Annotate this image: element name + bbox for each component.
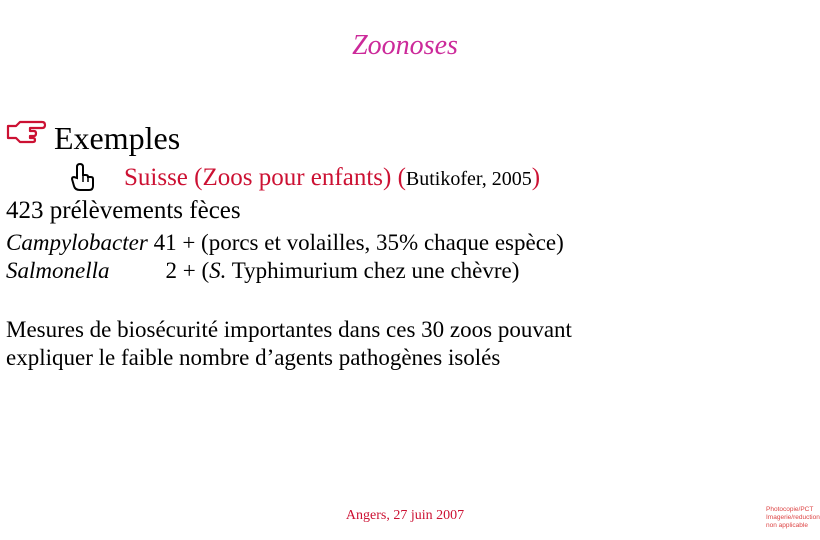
conclusion-line: Mesures de biosécurité importantes dans ces 30 zoos pouvant (6, 317, 572, 342)
pointing-hand-up-icon (70, 162, 96, 192)
serovar-detail: Typhimurium chez une chèvre) (226, 258, 520, 283)
samples-line: 423 prélèvements fèces (6, 197, 241, 224)
section-heading: Exemples (54, 120, 181, 156)
organism-name: Campylobacter (6, 230, 148, 255)
subheading-row (70, 160, 540, 197)
subheading-reference: Butikofer, 2005 (405, 168, 532, 190)
slide-title: Zoonoses (352, 30, 458, 61)
subheading-text: Suisse (Zoos pour enfants) ( (124, 164, 406, 191)
subheading-close: ) (531, 164, 541, 191)
result-campylobacter (6, 228, 564, 258)
organism-name: Salmonella (6, 258, 110, 283)
conclusion-paragraph (6, 316, 572, 372)
stamp-line: non applicable (766, 522, 808, 529)
result-count: 2 + ( (165, 258, 210, 283)
result-detail: 41 + (porcs et volailles, 35% chaque espèce) (147, 230, 564, 255)
pointing-hand-right-icon (6, 118, 46, 148)
section-heading-row (6, 118, 180, 158)
stamp-line: Imagerie/reduction (766, 514, 820, 521)
result-salmonella (6, 256, 519, 286)
footer-date: Angers, 27 juin 2007 (345, 508, 465, 523)
serovar-prefix: S. (209, 258, 227, 283)
stamp-line: Photocopie/PCT (766, 506, 814, 513)
watermark-stamp (766, 506, 820, 530)
conclusion-line: expliquer le faible nombre d’agents pathogènes isolés (6, 345, 501, 370)
